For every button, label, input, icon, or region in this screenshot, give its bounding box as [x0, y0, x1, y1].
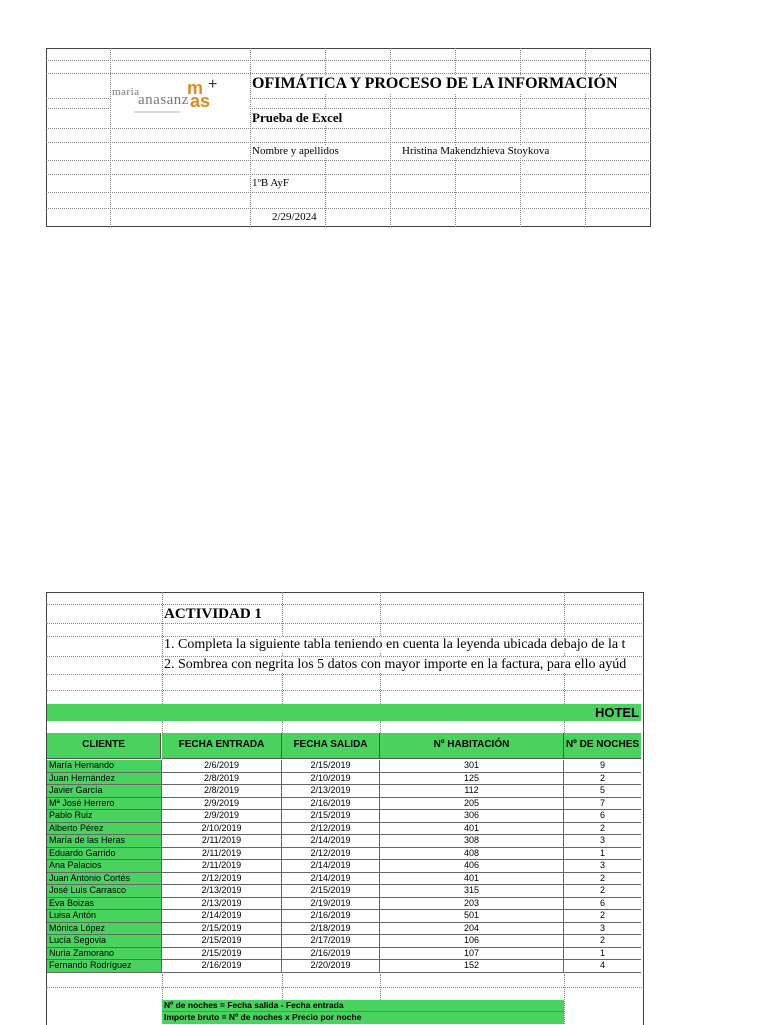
- cell-fecha-entrada: 2/13/2019: [162, 885, 282, 898]
- gridline: [380, 974, 381, 1000]
- cell-habitacion: 203: [380, 898, 564, 911]
- cell-cliente: Luisa Antón: [47, 910, 162, 923]
- column-header-cliente: CLIENTE: [47, 733, 161, 759]
- cell-habitacion: 112: [380, 785, 564, 798]
- instruction-2: 2. Sombrea con negrita los 5 datos con mayor importe en la factura, para ello ayúd: [164, 657, 641, 673]
- cell-fecha-entrada: 2/11/2019: [162, 860, 282, 873]
- cell-fecha-entrada: 2/16/2019: [162, 960, 282, 973]
- cell-fecha-entrada: 2/10/2019: [162, 823, 282, 836]
- cell-fecha-salida: 2/12/2019: [282, 823, 380, 836]
- cell-fecha-salida: 2/20/2019: [282, 960, 380, 973]
- gridline: [46, 674, 642, 675]
- cell-noches: 2: [564, 935, 641, 948]
- gridline: [46, 987, 642, 988]
- gridline: [282, 721, 283, 733]
- cell-noches: 2: [564, 885, 641, 898]
- cell-fecha-salida: 2/17/2019: [282, 935, 380, 948]
- column-header-noches: Nº DE NOCHES: [564, 733, 641, 759]
- logo-mark-as: as: [190, 91, 211, 111]
- cell-fecha-salida: 2/15/2019: [282, 760, 380, 773]
- gridline: [46, 623, 642, 624]
- logo-text-anasanz: anasanz: [138, 92, 189, 108]
- gridline: [46, 73, 651, 74]
- cell-fecha-salida: 2/13/2019: [282, 785, 380, 798]
- cell-cliente: Eduardo Garrido: [47, 848, 162, 861]
- cell-fecha-entrada: 2/12/2019: [162, 873, 282, 886]
- cell-fecha-entrada: 2/15/2019: [162, 935, 282, 948]
- cell-habitacion: 301: [380, 760, 564, 773]
- cell-noches: 4: [564, 960, 641, 973]
- gridline: [46, 160, 651, 161]
- cell-habitacion: 106: [380, 935, 564, 948]
- cell-cliente: Pablo Ruiz: [47, 810, 162, 823]
- name-label: Nombre y apellidos: [252, 145, 339, 157]
- cell-habitacion: 152: [380, 960, 564, 973]
- cell-habitacion: 306: [380, 810, 564, 823]
- date-value: 2/29/2024: [272, 211, 317, 223]
- cell-noches: 5: [564, 785, 641, 798]
- cell-fecha-salida: 2/15/2019: [282, 885, 380, 898]
- cell-cliente: María Hernando: [47, 760, 162, 773]
- cell-fecha-salida: 2/12/2019: [282, 848, 380, 861]
- gridline: [46, 192, 651, 193]
- logo-plus-icon: +: [208, 76, 218, 93]
- cell-cliente: Nuria Zamorano: [47, 948, 162, 961]
- cell-fecha-entrada: 2/9/2019: [162, 810, 282, 823]
- column-header-fecha-salida: FECHA SALIDA: [282, 733, 380, 759]
- gridline: [380, 721, 381, 733]
- cell-cliente: Ana Palacios: [47, 860, 162, 873]
- cell-habitacion: 501: [380, 910, 564, 923]
- cell-fecha-salida: 2/14/2019: [282, 835, 380, 848]
- cell-habitacion: 408: [380, 848, 564, 861]
- cell-noches: 7: [564, 798, 641, 811]
- gridline: [162, 592, 163, 704]
- cell-noches: 2: [564, 823, 641, 836]
- gridline: [46, 60, 651, 61]
- gridline: [46, 208, 651, 209]
- cell-noches: 2: [564, 873, 641, 886]
- cell-fecha-salida: 2/15/2019: [282, 810, 380, 823]
- cell-noches: 3: [564, 835, 641, 848]
- cell-fecha-salida: 2/16/2019: [282, 948, 380, 961]
- legend-importe: Importe bruto = Nº de noches x Precio por noche: [162, 1012, 564, 1024]
- gridline: [110, 48, 111, 227]
- gridline: [46, 604, 642, 605]
- gridline: [564, 974, 565, 1024]
- cell-fecha-entrada: 2/15/2019: [162, 923, 282, 936]
- hotel-banner-label: HOTEL: [594, 705, 639, 720]
- cell-fecha-entrada: 2/8/2019: [162, 773, 282, 786]
- logo-text-maria: maria: [112, 86, 140, 98]
- cell-fecha-salida: 2/14/2019: [282, 873, 380, 886]
- cell-fecha-entrada: 2/13/2019: [162, 898, 282, 911]
- cell-fecha-entrada: 2/14/2019: [162, 910, 282, 923]
- cell-fecha-entrada: 2/6/2019: [162, 760, 282, 773]
- gridline: [46, 142, 651, 143]
- name-value: Hristina Makendzhieva Stoykova: [402, 145, 550, 157]
- cell-fecha-salida: 2/16/2019: [282, 910, 380, 923]
- cell-habitacion: 125: [380, 773, 564, 786]
- cell-cliente: Fernando Rodríguez: [47, 960, 162, 973]
- cell-cliente: Javier García: [47, 785, 162, 798]
- cell-fecha-entrada: 2/11/2019: [162, 835, 282, 848]
- cell-cliente: José Luis Carrasco: [47, 885, 162, 898]
- cell-fecha-entrada: 2/8/2019: [162, 785, 282, 798]
- cell-cliente: Lucía Segovia: [47, 935, 162, 948]
- cell-cliente: Mónica López: [47, 923, 162, 936]
- cell-habitacion: 308: [380, 835, 564, 848]
- gridline: [46, 174, 651, 175]
- cell-habitacion: 204: [380, 923, 564, 936]
- cell-cliente: Alberto Pérez: [47, 823, 162, 836]
- cell-fecha-salida: 2/14/2019: [282, 860, 380, 873]
- gridline: [564, 721, 565, 733]
- cell-habitacion: 205: [380, 798, 564, 811]
- cell-habitacion: 315: [380, 885, 564, 898]
- cell-habitacion: 406: [380, 860, 564, 873]
- cell-cliente: Mª José Herrero: [47, 798, 162, 811]
- cell-noches: 1: [564, 848, 641, 861]
- group-label: 1ºB AyF: [252, 177, 289, 189]
- cell-habitacion: 401: [380, 823, 564, 836]
- activity-title: ACTIVIDAD 1: [164, 606, 262, 622]
- cell-cliente: María de las Heras: [47, 835, 162, 848]
- cell-noches: 9: [564, 760, 641, 773]
- gridline: [250, 48, 251, 227]
- cell-habitacion: 401: [380, 873, 564, 886]
- cell-cliente: Eva Boizas: [47, 898, 162, 911]
- cell-noches: 6: [564, 898, 641, 911]
- cell-habitacion: 107: [380, 948, 564, 961]
- column-header-fecha-entrada: FECHA ENTRADA: [162, 733, 282, 759]
- cell-noches: 3: [564, 860, 641, 873]
- logo-mark-m: m: [187, 78, 204, 98]
- logo-tagline: [134, 111, 180, 113]
- legend-noches: Nº de noches = Fecha salida - Fecha entrada: [162, 1000, 564, 1012]
- cell-cliente: Juan Antonio Cortés: [47, 873, 162, 886]
- cell-fecha-entrada: 2/9/2019: [162, 798, 282, 811]
- cell-fecha-entrada: 2/15/2019: [162, 948, 282, 961]
- cell-noches: 3: [564, 923, 641, 936]
- cell-fecha-salida: 2/18/2019: [282, 923, 380, 936]
- cell-noches: 2: [564, 910, 641, 923]
- instruction-1: 1. Completa la siguiente tabla teniendo en cuenta la leyenda ubicada debajo de la t: [164, 637, 641, 653]
- cell-fecha-salida: 2/10/2019: [282, 773, 380, 786]
- page-title: OFIMÁTICA Y PROCESO DE LA INFORMACIÓN: [252, 75, 618, 92]
- cell-fecha-salida: 2/19/2019: [282, 898, 380, 911]
- test-subtitle: Prueba de Excel: [252, 110, 343, 125]
- cell-noches: 6: [564, 810, 641, 823]
- cell-cliente: Juan Hernández: [47, 773, 162, 786]
- cell-fecha-entrada: 2/11/2019: [162, 848, 282, 861]
- gridline: [162, 721, 163, 733]
- cell-noches: 1: [564, 948, 641, 961]
- gridline: [46, 128, 651, 129]
- school-logo: [112, 76, 250, 118]
- cell-fecha-salida: 2/16/2019: [282, 798, 380, 811]
- gridline: [46, 690, 642, 691]
- gridline: [282, 974, 283, 1000]
- column-header-habitacion: Nº HABITACIÓN: [380, 733, 564, 759]
- hotel-banner: [47, 704, 641, 721]
- cell-noches: 2: [564, 773, 641, 786]
